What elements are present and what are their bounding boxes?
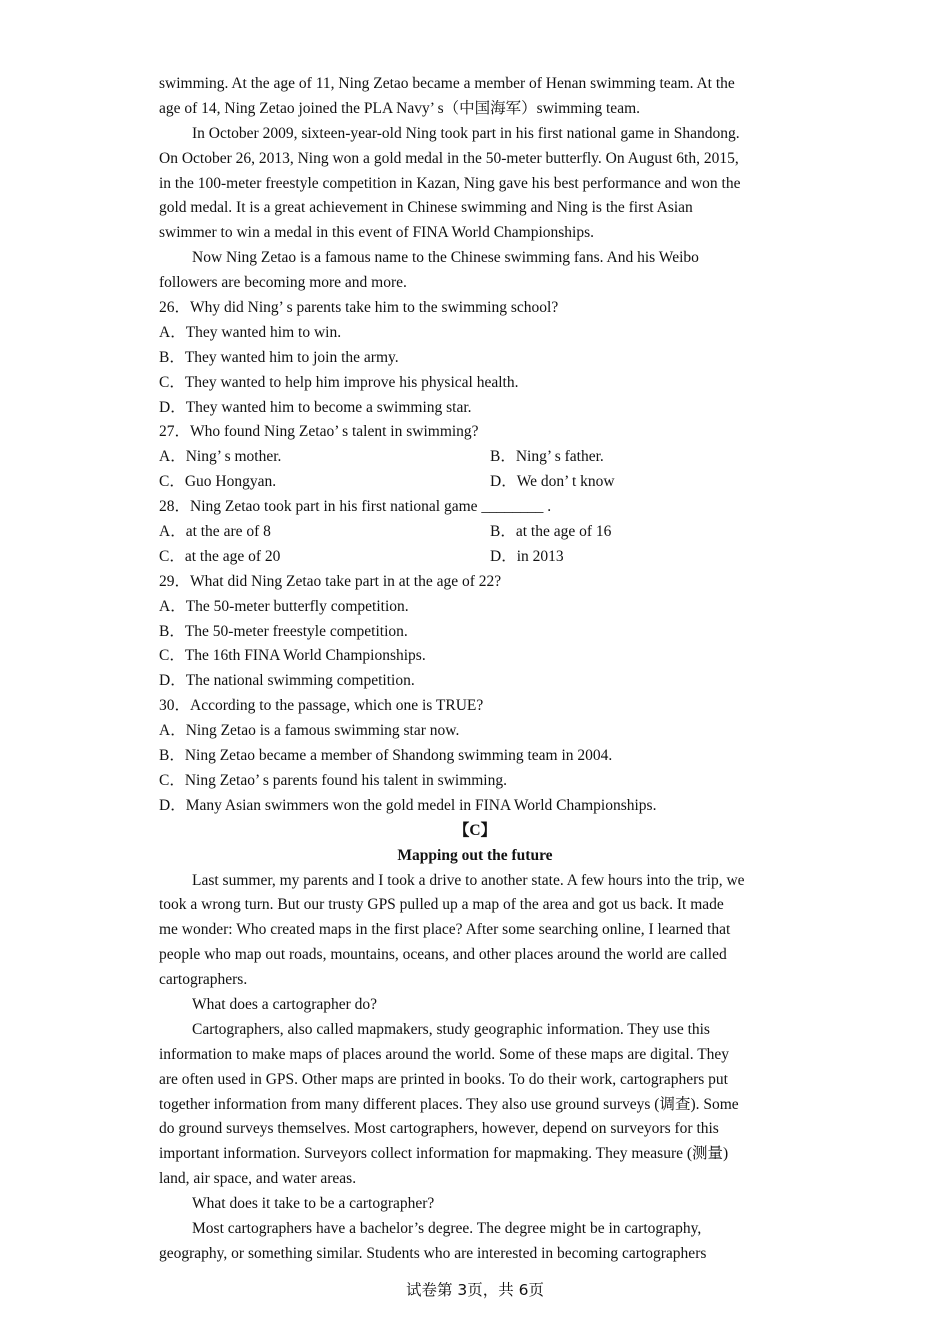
option-29-a[interactable]: A．The 50-meter butterfly competition. bbox=[159, 597, 409, 615]
passage-line: land, air space, and water areas. bbox=[159, 1170, 357, 1188]
options-row bbox=[159, 445, 791, 470]
passage-line: me wonder: Who created maps in the first place? After some searching online, I learned that bbox=[159, 921, 731, 939]
passage-line: gold medal. It is a great achievement in Chinese swimming and Ning is the first Asian bbox=[159, 199, 693, 217]
question-stem-28: 28．Ning Zetao took part in his first national game ________ . bbox=[159, 498, 552, 516]
option-28-b[interactable]: B．at the age of 16 bbox=[490, 523, 612, 541]
question-stem-26: 26．Why did Ning’ s parents take him to the swimming school? bbox=[159, 299, 559, 317]
option-27-b[interactable]: B．Ning’ s father. bbox=[490, 448, 604, 466]
passage-line: In October 2009, sixteen-year-old Ning took part in his first national game in Shandong. bbox=[192, 124, 740, 142]
option-29-d[interactable]: D．The national swimming competition. bbox=[159, 672, 415, 690]
options-row bbox=[159, 470, 791, 495]
passage-line: age of 14, Ning Zetao joined the PLA Navy’ s（中国海军）swimming team. bbox=[159, 99, 640, 117]
passage-line: Cartographers, also called mapmakers, study geographic information. They use this bbox=[192, 1020, 710, 1038]
option-26-a[interactable]: A．They wanted him to win. bbox=[159, 323, 342, 341]
option-27-c[interactable]: C．Guo Hongyan. bbox=[159, 473, 277, 491]
passage-line: followers are becoming more and more. bbox=[159, 274, 407, 292]
section-label: 【C】 bbox=[453, 821, 497, 839]
passage-line: swimmer to win a medal in this event of FINA World Championships. bbox=[159, 224, 595, 242]
options-row bbox=[159, 545, 791, 570]
option-29-b[interactable]: B．The 50-meter freestyle competition. bbox=[159, 622, 408, 640]
subheading: What does it take to be a cartographer? bbox=[192, 1195, 435, 1213]
passage-line: cartographers. bbox=[159, 971, 248, 989]
option-28-a[interactable]: A．at the are of 8 bbox=[159, 523, 271, 541]
question-stem-27: 27．Who found Ning Zetao’ s talent in swimming? bbox=[159, 423, 479, 441]
passage-line: do ground surveys themselves. Most cartographers, however, depend on surveyors for this bbox=[159, 1120, 719, 1138]
passage-line: in the 100-meter freestyle competition in Kazan, Ning gave his best performance and won the bbox=[159, 174, 741, 192]
passage-line: Now Ning Zetao is a famous name to the Chinese swimming fans. And his Weibo bbox=[192, 249, 699, 267]
option-30-c[interactable]: C．Ning Zetao’ s parents found his talent in swimming. bbox=[159, 771, 507, 789]
passage-line: people who map out roads, mountains, oceans, and other places around the world are called bbox=[159, 946, 727, 964]
option-28-d[interactable]: D．in 2013 bbox=[490, 547, 564, 565]
options-row bbox=[159, 520, 791, 545]
option-28-c[interactable]: C．at the age of 20 bbox=[159, 547, 281, 565]
passage-line: information to make maps of places around the world. Some of these maps are digital. They bbox=[159, 1045, 730, 1063]
option-27-d[interactable]: D．We don’ t know bbox=[490, 473, 615, 491]
option-30-a[interactable]: A．Ning Zetao is a famous swimming star now. bbox=[159, 722, 460, 740]
question-stem-30: 30．According to the passage, which one is TRUE? bbox=[159, 697, 484, 715]
question-stem-29: 29．What did Ning Zetao take part in at the age of 22? bbox=[159, 572, 502, 590]
passage-line: geography, or something similar. Students who are interested in becoming cartographers bbox=[159, 1244, 707, 1262]
passage-line: important information. Surveyors collect information for mapmaking. They measure (测量) bbox=[159, 1145, 729, 1163]
subheading: What does a cartographer do? bbox=[192, 995, 378, 1013]
option-29-c[interactable]: C．The 16th FINA World Championships. bbox=[159, 647, 426, 665]
passage-line: Most cartographers have a bachelor’s degree. The degree might be in cartography, bbox=[192, 1219, 702, 1237]
option-26-c[interactable]: C．They wanted to help him improve his physical health. bbox=[159, 373, 519, 391]
exam-page bbox=[159, 72, 791, 1267]
passage-line: Last summer, my parents and I took a drive to another state. A few hours into the trip, we bbox=[192, 871, 745, 889]
option-26-d[interactable]: D．They wanted him to become a swimming star. bbox=[159, 398, 472, 416]
passage-line: together information from many different places. They also use ground surveys (调查). Some bbox=[159, 1095, 739, 1113]
passage-line: swimming. At the age of 11, Ning Zetao became a member of Henan swimming team. At the bbox=[159, 75, 735, 92]
option-27-a[interactable]: A．Ning’ s mother. bbox=[159, 448, 282, 466]
passage-line: On October 26, 2013, Ning won a gold medal in the 50-meter butterfly. On August 6th, 2015, bbox=[159, 149, 739, 167]
passage-line: are often used in GPS. Other maps are printed in books. To do their work, cartographers put bbox=[159, 1070, 728, 1088]
passage-title: Mapping out the future bbox=[397, 846, 553, 864]
passage-line: took a wrong turn. But our trusty GPS pulled up a map of the area and got us back. It made bbox=[159, 896, 724, 914]
option-30-d[interactable]: D．Many Asian swimmers won the gold medel in FINA World Championships. bbox=[159, 796, 657, 814]
page-footer: 试卷第 3页，共 6页 bbox=[405, 1281, 545, 1299]
option-30-b[interactable]: B．Ning Zetao became a member of Shandong swimming team in 2004. bbox=[159, 747, 613, 765]
option-26-b[interactable]: B．They wanted him to join the army. bbox=[159, 348, 399, 366]
